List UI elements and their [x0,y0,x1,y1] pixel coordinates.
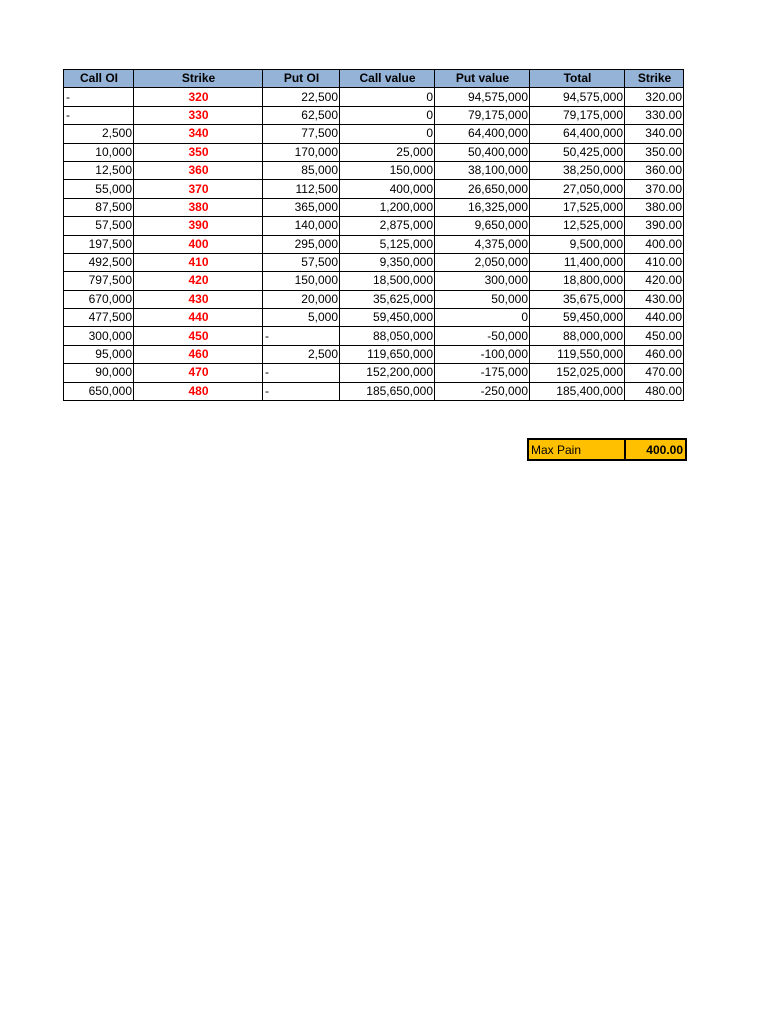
cell-strike[interactable]: 410 [134,253,263,271]
cell-put-value[interactable]: -250,000 [435,382,530,400]
cell-put-oi[interactable]: 5,000 [263,309,340,327]
cell-total[interactable]: 17,525,000 [530,198,625,216]
cell-strike[interactable]: 400 [134,235,263,253]
cell-strike-decimal[interactable]: 360.00 [625,161,684,179]
cell-put-value[interactable]: -50,000 [435,327,530,345]
cell-put-oi[interactable]: 170,000 [263,143,340,161]
cell-total[interactable]: 12,525,000 [530,217,625,235]
cell-strike[interactable]: 460 [134,345,263,363]
cell-strike[interactable]: 470 [134,364,263,382]
cell-total[interactable]: 9,500,000 [530,235,625,253]
cell-put-oi[interactable]: 62,500 [263,106,340,124]
cell-put-value[interactable]: 50,400,000 [435,143,530,161]
cell-strike[interactable]: 380 [134,198,263,216]
cell-call-value[interactable]: 5,125,000 [340,235,435,253]
cell-strike[interactable]: 440 [134,309,263,327]
cell-call-value[interactable]: 152,200,000 [340,364,435,382]
cell-strike-decimal[interactable]: 380.00 [625,198,684,216]
table-row [64,272,684,290]
cell-call-oi[interactable]: 10,000 [64,143,134,161]
cell-total[interactable]: 27,050,000 [530,180,625,198]
column-header-put-value[interactable]: Put value [435,70,530,88]
table-row [64,309,684,327]
table-row [64,106,684,124]
cell-put-oi[interactable]: 77,500 [263,125,340,143]
cell-strike-decimal[interactable]: 350.00 [625,143,684,161]
cell-strike[interactable]: 330 [134,106,263,124]
cell-strike-decimal[interactable]: 450.00 [625,327,684,345]
cell-total[interactable]: 38,250,000 [530,161,625,179]
table-row [64,88,684,106]
cell-call-oi[interactable]: 87,500 [64,198,134,216]
cell-call-value[interactable]: 0 [340,88,435,106]
max-pain-table [63,69,684,401]
cell-total[interactable]: 59,450,000 [530,309,625,327]
cell-call-oi[interactable]: 2,500 [64,125,134,143]
cell-strike[interactable]: 360 [134,161,263,179]
cell-put-oi[interactable]: 150,000 [263,272,340,290]
cell-strike[interactable]: 390 [134,217,263,235]
cell-call-oi[interactable]: 650,000 [64,382,134,400]
cell-strike-decimal[interactable]: 430.00 [625,290,684,308]
cell-call-value[interactable]: 0 [340,125,435,143]
table-row [64,290,684,308]
cell-strike-decimal[interactable]: 470.00 [625,364,684,382]
cell-call-value[interactable]: 88,050,000 [340,327,435,345]
table-row [64,217,684,235]
cell-put-value[interactable]: 4,375,000 [435,235,530,253]
cell-strike[interactable]: 320 [134,88,263,106]
cell-put-value[interactable]: 38,100,000 [435,161,530,179]
max-pain-value[interactable]: 400.00 [625,439,686,460]
cell-call-value[interactable]: 18,500,000 [340,272,435,290]
cell-put-value[interactable]: 64,400,000 [435,125,530,143]
cell-strike-decimal[interactable]: 320.00 [625,88,684,106]
cell-total[interactable]: 152,025,000 [530,364,625,382]
cell-call-value[interactable]: 0 [340,106,435,124]
column-header-call-oi[interactable]: Call OI [64,70,134,88]
cell-call-value[interactable]: 1,200,000 [340,198,435,216]
table-row [64,327,684,345]
cell-call-oi[interactable]: - [64,88,134,106]
table-row [64,253,684,271]
table-row [64,235,684,253]
cell-strike[interactable]: 420 [134,272,263,290]
cell-call-oi[interactable]: 90,000 [64,364,134,382]
table-row [64,180,684,198]
max-pain-label[interactable]: Max Pain [528,439,625,460]
table-row [64,143,684,161]
cell-strike[interactable]: 340 [134,125,263,143]
cell-put-value[interactable]: -175,000 [435,364,530,382]
cell-call-oi[interactable]: 670,000 [64,290,134,308]
cell-total[interactable]: 18,800,000 [530,272,625,290]
cell-strike-decimal[interactable]: 460.00 [625,345,684,363]
cell-put-value[interactable]: 16,325,000 [435,198,530,216]
cell-put-value[interactable]: 2,050,000 [435,253,530,271]
column-header-strike[interactable]: Strike [134,70,263,88]
cell-put-oi[interactable]: 140,000 [263,217,340,235]
cell-strike-decimal[interactable]: 340.00 [625,125,684,143]
cell-total[interactable]: 35,675,000 [530,290,625,308]
cell-call-oi[interactable]: 492,500 [64,253,134,271]
cell-call-oi[interactable]: 95,000 [64,345,134,363]
cell-strike-decimal[interactable]: 440.00 [625,309,684,327]
table-row [64,161,684,179]
cell-total[interactable]: 11,400,000 [530,253,625,271]
cell-total[interactable]: 185,400,000 [530,382,625,400]
max-pain-summary [527,438,687,461]
cell-put-value[interactable]: 79,175,000 [435,106,530,124]
cell-strike-decimal[interactable]: 420.00 [625,272,684,290]
cell-total[interactable]: 94,575,000 [530,88,625,106]
cell-total[interactable]: 79,175,000 [530,106,625,124]
cell-call-value[interactable]: 2,875,000 [340,217,435,235]
table-row [64,364,684,382]
cell-put-oi[interactable]: - [263,327,340,345]
cell-put-oi[interactable]: 365,000 [263,198,340,216]
cell-call-value[interactable]: 185,650,000 [340,382,435,400]
cell-call-value[interactable]: 119,650,000 [340,345,435,363]
table-row [64,125,684,143]
cell-put-oi[interactable]: 20,000 [263,290,340,308]
cell-strike[interactable]: 370 [134,180,263,198]
cell-total[interactable]: 64,400,000 [530,125,625,143]
cell-put-oi[interactable]: 57,500 [263,253,340,271]
header-row [64,70,684,88]
table-row [64,345,684,363]
cell-call-value[interactable]: 59,450,000 [340,309,435,327]
cell-call-oi[interactable]: 797,500 [64,272,134,290]
cell-put-value[interactable]: 94,575,000 [435,88,530,106]
cell-strike-decimal[interactable]: 390.00 [625,217,684,235]
cell-put-value[interactable]: 50,000 [435,290,530,308]
cell-call-oi[interactable]: 300,000 [64,327,134,345]
column-header-put-oi[interactable]: Put OI [263,70,340,88]
cell-put-value[interactable]: 0 [435,309,530,327]
cell-strike-decimal[interactable]: 370.00 [625,180,684,198]
cell-call-value[interactable]: 400,000 [340,180,435,198]
cell-call-value[interactable]: 25,000 [340,143,435,161]
cell-strike[interactable]: 480 [134,382,263,400]
cell-put-oi[interactable]: 22,500 [263,88,340,106]
table-row [64,382,684,400]
cell-put-value[interactable]: -100,000 [435,345,530,363]
cell-strike[interactable]: 350 [134,143,263,161]
cell-put-value[interactable]: 300,000 [435,272,530,290]
cell-put-oi[interactable]: - [263,364,340,382]
cell-call-value[interactable]: 35,625,000 [340,290,435,308]
cell-strike[interactable]: 430 [134,290,263,308]
cell-put-oi[interactable]: 295,000 [263,235,340,253]
column-header-total[interactable]: Total [530,70,625,88]
cell-call-oi[interactable]: 57,500 [64,217,134,235]
column-header-strike-decimal[interactable]: Strike [625,70,684,88]
cell-total[interactable]: 88,000,000 [530,327,625,345]
table-body [64,88,684,401]
cell-put-value[interactable]: 26,650,000 [435,180,530,198]
cell-strike-decimal[interactable]: 400.00 [625,235,684,253]
cell-put-oi[interactable]: 85,000 [263,161,340,179]
cell-total[interactable]: 50,425,000 [530,143,625,161]
cell-put-oi[interactable]: 112,500 [263,180,340,198]
cell-strike-decimal[interactable]: 410.00 [625,253,684,271]
cell-call-oi[interactable]: 12,500 [64,161,134,179]
cell-call-oi[interactable]: 477,500 [64,309,134,327]
cell-call-oi[interactable]: 55,000 [64,180,134,198]
cell-call-value[interactable]: 150,000 [340,161,435,179]
cell-total[interactable]: 119,550,000 [530,345,625,363]
cell-strike[interactable]: 450 [134,327,263,345]
cell-put-oi[interactable]: 2,500 [263,345,340,363]
cell-call-oi[interactable]: 197,500 [64,235,134,253]
cell-put-oi[interactable]: - [263,382,340,400]
cell-put-value[interactable]: 9,650,000 [435,217,530,235]
cell-strike-decimal[interactable]: 480.00 [625,382,684,400]
column-header-call-value[interactable]: Call value [340,70,435,88]
table-row [64,198,684,216]
cell-strike-decimal[interactable]: 330.00 [625,106,684,124]
cell-call-oi[interactable]: - [64,106,134,124]
cell-call-value[interactable]: 9,350,000 [340,253,435,271]
